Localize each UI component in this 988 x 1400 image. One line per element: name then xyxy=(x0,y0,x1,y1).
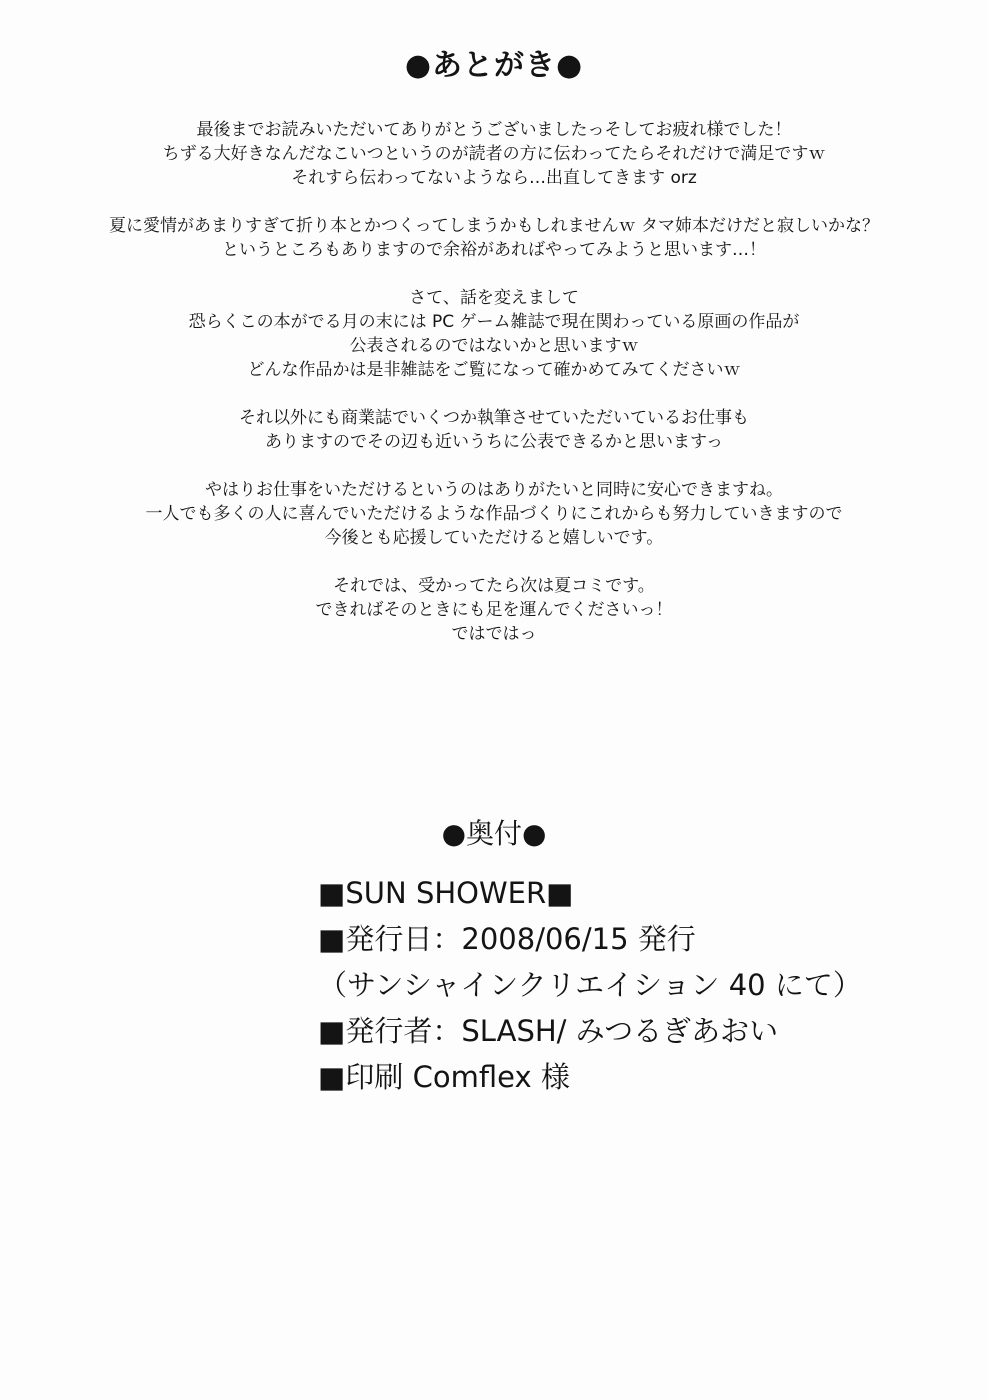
afterword-paragraph-1 xyxy=(60,118,928,190)
colophon-publisher: ■発行者：SLASH/ みつるぎあおい xyxy=(318,1014,779,1048)
afterword-paragraph-5 xyxy=(60,478,928,550)
afterword-line: それすら伝わってないようなら…出直してきます orz xyxy=(291,168,697,188)
afterword-line: どんな作品かは是非雑誌をご覧になって確かめてみてくださいｗ xyxy=(247,360,741,380)
afterword-paragraph-3 xyxy=(60,286,928,382)
afterword-line: 夏に愛情があまりすぎて折り本とかつくってしまうかもしれませんｗ タマ姉本だけだと寂しいかな？ xyxy=(108,216,880,236)
afterword-line: ありますのでその辺も近いうちに公表できるかと思いますっ xyxy=(265,432,723,452)
afterword-line: ではではっ xyxy=(451,624,537,644)
afterword-paragraph-6 xyxy=(60,574,928,646)
afterword-line: というところもありますので余裕があればやってみようと思います…！ xyxy=(222,240,766,260)
afterword-line: 公表されるのではないかと思いますｗ xyxy=(349,336,639,356)
afterword-line: それ以外にも商業誌でいくつか執筆させていただいているお仕事も xyxy=(239,408,749,428)
colophon-issue-date: ■発行日：2008/06/15 発行 xyxy=(318,922,696,956)
afterword-paragraph-4 xyxy=(60,406,928,454)
afterword-line: ちずる大好きなんだなこいつというのが読者の方に伝わってたらそれだけで満足ですｗ xyxy=(162,144,826,164)
afterword-paragraph-2 xyxy=(60,214,928,262)
afterword-line: さて、話を変えまして xyxy=(409,288,579,308)
afterword-line: やはりお仕事をいただけるというのはありがたいと同時に安心できますね。 xyxy=(205,480,783,500)
afterword-line: 恐らくこの本がでる月の末には PC ゲーム雑誌で現在関わっている原画の作品が xyxy=(188,312,800,332)
afterword-line: 最後までお読みいただいてありがとうございましたっそしてお疲れ様でした！ xyxy=(196,120,792,140)
afterword-heading: ●あとがき● xyxy=(404,48,584,83)
afterword-line: それでは、受かってたら次は夏コミです。 xyxy=(333,576,655,596)
colophon-heading: ●奥付● xyxy=(441,817,547,850)
colophon-printer: ■印刷 Comflex 様 xyxy=(318,1060,570,1094)
afterword-line: できればそのときにも足を運んでくださいっ！ xyxy=(315,600,673,620)
colophon-list xyxy=(318,870,878,1100)
afterword-line: 一人でも多くの人に喜んでいただけるような作品づくりにこれからも努力していきますので xyxy=(145,504,843,524)
colophon-book-title: ■SUN SHOWER■ xyxy=(318,876,574,910)
colophon-event: （サンシャインクリエイション 40 にて） xyxy=(318,968,862,1002)
afterword-line: 今後とも応援していただけると嬉しいです。 xyxy=(324,528,664,548)
afterword-body xyxy=(60,118,928,670)
